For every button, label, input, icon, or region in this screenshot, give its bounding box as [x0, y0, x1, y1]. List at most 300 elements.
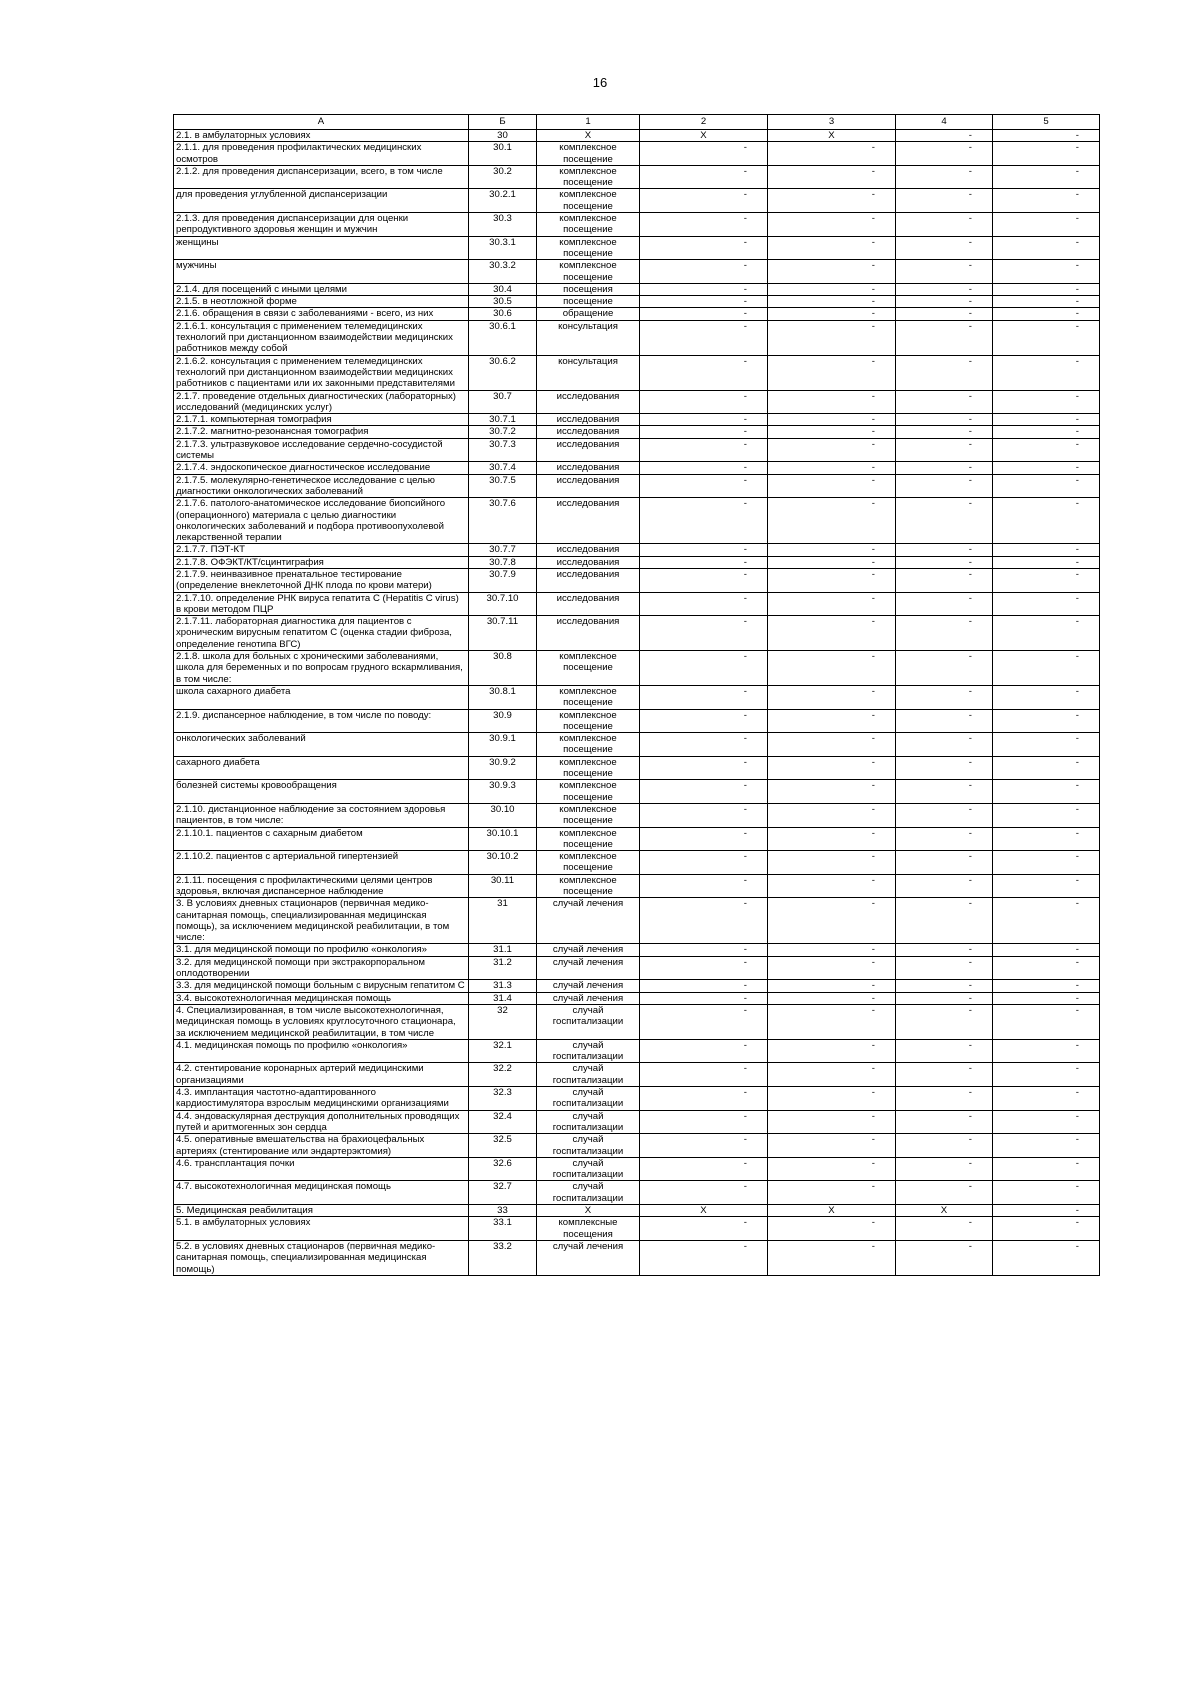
cell-code: 30.7.8 — [469, 556, 537, 568]
cell-name: онкологических заболеваний — [174, 733, 469, 757]
table-row — [174, 1110, 1100, 1134]
cell-col-5: - — [993, 130, 1100, 142]
cell-col-3: - — [768, 556, 896, 568]
cell-col-3: - — [768, 462, 896, 474]
cell-col-5: - — [993, 462, 1100, 474]
cell-col-4: - — [896, 544, 993, 556]
cell-code: 32.4 — [469, 1110, 537, 1134]
cell-col-4: - — [896, 283, 993, 295]
cell-unit: комплексное посещение — [537, 142, 640, 166]
table-body — [174, 130, 1100, 1276]
cell-col-4: - — [896, 213, 993, 237]
cell-col-3: - — [768, 944, 896, 956]
cell-col-5: - — [993, 165, 1100, 189]
table-row — [174, 308, 1100, 320]
cell-col-5: - — [993, 944, 1100, 956]
cell-code: 30.5 — [469, 296, 537, 308]
data-table — [173, 114, 1100, 1276]
cell-col-3: - — [768, 474, 896, 498]
cell-col-5: - — [993, 709, 1100, 733]
table-row — [174, 1004, 1100, 1039]
cell-unit: случай госпитализации — [537, 1087, 640, 1111]
cell-col-3: - — [768, 320, 896, 355]
cell-col-5: - — [993, 651, 1100, 686]
cell-col-4: - — [896, 709, 993, 733]
cell-col-4: - — [896, 616, 993, 651]
cell-unit: исследования — [537, 592, 640, 616]
table-row — [174, 616, 1100, 651]
cell-col-4: - — [896, 390, 993, 414]
cell-name: 3.2. для медицинской помощи при экстракорпоральном оплодотворении — [174, 956, 469, 980]
cell-name: 2.1.7.2. магнитно-резонансная томография — [174, 426, 469, 438]
cell-unit: консультация — [537, 320, 640, 355]
cell-col-5: - — [993, 213, 1100, 237]
cell-col-4: - — [896, 1110, 993, 1134]
cell-col-2: - — [640, 851, 768, 875]
cell-unit: исследования — [537, 426, 640, 438]
cell-col-3: - — [768, 1240, 896, 1275]
cell-col-5: - — [993, 992, 1100, 1004]
cell-col-2: - — [640, 956, 768, 980]
cell-code: 30.7.10 — [469, 592, 537, 616]
cell-col-4: - — [896, 1157, 993, 1181]
cell-col-3: - — [768, 260, 896, 284]
cell-unit: исследования — [537, 414, 640, 426]
cell-col-2: - — [640, 283, 768, 295]
cell-col-4: - — [896, 130, 993, 142]
cell-name: 2.1.7.11. лабораторная диагностика для пациентов с хроническим вирусным гепатитом С (оценка стадии фиброза, определение генотипа ВГС) — [174, 616, 469, 651]
cell-code: 32.6 — [469, 1157, 537, 1181]
cell-name: 2.1.4. для посещений с иными целями — [174, 283, 469, 295]
cell-col-2: - — [640, 992, 768, 1004]
cell-col-4: - — [896, 780, 993, 804]
header-col-5: 5 — [993, 115, 1100, 130]
cell-unit: комплексное посещение — [537, 827, 640, 851]
table-row — [174, 780, 1100, 804]
cell-code: 33.1 — [469, 1217, 537, 1241]
cell-col-4: - — [896, 1087, 993, 1111]
cell-col-5: - — [993, 956, 1100, 980]
cell-code: 30.7.6 — [469, 498, 537, 544]
cell-col-5: - — [993, 390, 1100, 414]
cell-name: 3.3. для медицинской помощи больным с вирусным гепатитом С — [174, 980, 469, 992]
cell-name: 2.1.7. проведение отдельных диагностических (лабораторных) исследований (медицинских услуг) — [174, 390, 469, 414]
cell-col-4: - — [896, 1134, 993, 1158]
cell-col-2: - — [640, 438, 768, 462]
cell-unit: исследования — [537, 474, 640, 498]
cell-col-2: - — [640, 780, 768, 804]
cell-col-5: - — [993, 1004, 1100, 1039]
cell-col-4: - — [896, 756, 993, 780]
cell-col-5: - — [993, 1181, 1100, 1205]
cell-col-4: - — [896, 236, 993, 260]
cell-name: 2.1.7.9. неинвазивное пренатальное тестирование (определение внеклеточной ДНК плода по крови матери) — [174, 568, 469, 592]
cell-name: 4.1. медицинская помощь по профилю «онкология» — [174, 1039, 469, 1063]
cell-col-4: - — [896, 165, 993, 189]
cell-code: 30.7.9 — [469, 568, 537, 592]
table-row — [174, 236, 1100, 260]
cell-col-3: X — [768, 1205, 896, 1217]
cell-name: 2.1.6.1. консультация с применением телемедицинских технологий при дистанционном взаимодействии медицинских работников между собой — [174, 320, 469, 355]
cell-col-4: - — [896, 462, 993, 474]
cell-name: 2.1.6. обращения в связи с заболеваниями - всего, из них — [174, 308, 469, 320]
cell-col-2: - — [640, 474, 768, 498]
cell-code: 30.6.1 — [469, 320, 537, 355]
cell-col-2: - — [640, 426, 768, 438]
cell-unit: случай госпитализации — [537, 1157, 640, 1181]
cell-col-2: - — [640, 733, 768, 757]
cell-name: 2.1.3. для проведения диспансеризации для оценки репродуктивного здоровья женщин и мужчин — [174, 213, 469, 237]
cell-col-4: - — [896, 1240, 993, 1275]
cell-col-4: - — [896, 944, 993, 956]
cell-unit: случай госпитализации — [537, 1039, 640, 1063]
cell-unit: X — [537, 130, 640, 142]
cell-col-2: - — [640, 1157, 768, 1181]
cell-col-5: - — [993, 414, 1100, 426]
table-row — [174, 651, 1100, 686]
cell-col-4: - — [896, 592, 993, 616]
cell-col-4: - — [896, 651, 993, 686]
cell-code: 31.2 — [469, 956, 537, 980]
cell-name: 2.1.10. дистанционное наблюдение за состоянием здоровья пациентов, в том числе: — [174, 803, 469, 827]
cell-unit: случай госпитализации — [537, 1110, 640, 1134]
cell-col-5: - — [993, 874, 1100, 898]
cell-col-2: - — [640, 568, 768, 592]
cell-name: 4.2. стентирование коронарных артерий медицинскими организациями — [174, 1063, 469, 1087]
cell-col-5: - — [993, 296, 1100, 308]
cell-col-2: - — [640, 1039, 768, 1063]
table-row — [174, 956, 1100, 980]
cell-code: 30.8.1 — [469, 685, 537, 709]
cell-code: 30.8 — [469, 651, 537, 686]
cell-col-5: - — [993, 568, 1100, 592]
cell-col-4: - — [896, 1039, 993, 1063]
cell-col-4: - — [896, 308, 993, 320]
header-col-1: 1 — [537, 115, 640, 130]
cell-col-3: - — [768, 390, 896, 414]
table-row — [174, 296, 1100, 308]
cell-col-3: - — [768, 1217, 896, 1241]
table-row — [174, 709, 1100, 733]
cell-col-5: - — [993, 1039, 1100, 1063]
cell-col-5: - — [993, 1110, 1100, 1134]
cell-code: 30.1 — [469, 142, 537, 166]
cell-unit: комплексное посещение — [537, 874, 640, 898]
table-row — [174, 568, 1100, 592]
cell-col-3: - — [768, 544, 896, 556]
cell-col-3: - — [768, 189, 896, 213]
cell-col-2: - — [640, 355, 768, 390]
table-row — [174, 1134, 1100, 1158]
table-row — [174, 130, 1100, 142]
cell-col-2: - — [640, 260, 768, 284]
cell-col-2: - — [640, 827, 768, 851]
cell-col-4: - — [896, 733, 993, 757]
cell-unit: посещения — [537, 283, 640, 295]
cell-col-2: - — [640, 616, 768, 651]
cell-name: мужчины — [174, 260, 469, 284]
cell-code: 30.10.1 — [469, 827, 537, 851]
cell-name: 5. Медицинская реабилитация — [174, 1205, 469, 1217]
cell-col-3: - — [768, 980, 896, 992]
cell-col-2: - — [640, 1134, 768, 1158]
cell-code: 31.4 — [469, 992, 537, 1004]
table-row — [174, 1157, 1100, 1181]
cell-unit: случай госпитализации — [537, 1004, 640, 1039]
cell-code: 33 — [469, 1205, 537, 1217]
cell-col-3: - — [768, 142, 896, 166]
cell-col-3: - — [768, 827, 896, 851]
header-col-4: 4 — [896, 115, 993, 130]
cell-code: 30.7.1 — [469, 414, 537, 426]
cell-name: 2.1.7.6. патолого-анатомическое исследование биопсийного (операционного) материала с целью диагностики онкологических заболеваний и подбора противоопухолевой лекарственной терапии — [174, 498, 469, 544]
cell-col-5: - — [993, 438, 1100, 462]
cell-code: 30 — [469, 130, 537, 142]
table-row — [174, 874, 1100, 898]
cell-code: 30.7 — [469, 390, 537, 414]
cell-unit: исследования — [537, 498, 640, 544]
cell-col-3: - — [768, 213, 896, 237]
cell-col-3: - — [768, 1004, 896, 1039]
cell-col-3: - — [768, 780, 896, 804]
table-row — [174, 213, 1100, 237]
cell-unit: X — [537, 1205, 640, 1217]
page-number: 16 — [592, 75, 608, 90]
table-row — [174, 685, 1100, 709]
cell-col-3: - — [768, 426, 896, 438]
cell-name: 5.1. в амбулаторных условиях — [174, 1217, 469, 1241]
cell-col-5: - — [993, 980, 1100, 992]
cell-col-4: - — [896, 355, 993, 390]
table-row — [174, 992, 1100, 1004]
table-row — [174, 1181, 1100, 1205]
cell-col-5: - — [993, 1087, 1100, 1111]
cell-col-5: - — [993, 1240, 1100, 1275]
cell-col-2: - — [640, 1110, 768, 1134]
cell-col-2: - — [640, 1063, 768, 1087]
table-row — [174, 756, 1100, 780]
table-row — [174, 320, 1100, 355]
cell-col-5: - — [993, 474, 1100, 498]
cell-col-2: - — [640, 685, 768, 709]
cell-name: сахарного диабета — [174, 756, 469, 780]
cell-col-3: - — [768, 874, 896, 898]
cell-unit: комплексное посещение — [537, 709, 640, 733]
cell-col-3: - — [768, 1181, 896, 1205]
cell-col-4: - — [896, 1063, 993, 1087]
cell-code: 30.7.5 — [469, 474, 537, 498]
cell-unit: комплексные посещения — [537, 1217, 640, 1241]
table-row — [174, 592, 1100, 616]
cell-col-4: - — [896, 556, 993, 568]
table-row — [174, 474, 1100, 498]
header-row — [174, 115, 1100, 130]
table-row — [174, 803, 1100, 827]
table-row — [174, 189, 1100, 213]
cell-col-3: - — [768, 756, 896, 780]
cell-unit: комплексное посещение — [537, 260, 640, 284]
cell-col-3: - — [768, 438, 896, 462]
cell-col-5: - — [993, 556, 1100, 568]
cell-col-5: - — [993, 142, 1100, 166]
cell-name: школа сахарного диабета — [174, 685, 469, 709]
cell-name: для проведения углубленной диспансеризации — [174, 189, 469, 213]
cell-name: 2.1.7.5. молекулярно-генетическое исследование с целью диагностики онкологических заболеваний — [174, 474, 469, 498]
cell-name: 2.1.7.4. эндоскопическое диагностическое исследование — [174, 462, 469, 474]
cell-col-4: - — [896, 685, 993, 709]
cell-col-5: - — [993, 189, 1100, 213]
cell-col-5: - — [993, 827, 1100, 851]
cell-col-2: - — [640, 709, 768, 733]
cell-code: 30.7.4 — [469, 462, 537, 474]
cell-name: 2.1.7.10. определение РНК вируса гепатита С (Hepatitis C virus) в крови методом ПЦР — [174, 592, 469, 616]
cell-col-2: - — [640, 462, 768, 474]
cell-col-3: - — [768, 1134, 896, 1158]
cell-col-2: - — [640, 142, 768, 166]
cell-col-4: - — [896, 474, 993, 498]
cell-col-3: - — [768, 1087, 896, 1111]
cell-col-3: - — [768, 616, 896, 651]
table-row — [174, 851, 1100, 875]
cell-col-4: - — [896, 827, 993, 851]
cell-col-4: - — [896, 142, 993, 166]
table-row — [174, 426, 1100, 438]
cell-unit: комплексное посещение — [537, 851, 640, 875]
cell-unit: исследования — [537, 544, 640, 556]
table-row — [174, 1087, 1100, 1111]
cell-col-5: - — [993, 1217, 1100, 1241]
cell-code: 30.2 — [469, 165, 537, 189]
cell-col-4: - — [896, 874, 993, 898]
cell-col-2: - — [640, 803, 768, 827]
cell-col-4: - — [896, 803, 993, 827]
cell-unit: случай госпитализации — [537, 1063, 640, 1087]
table-row — [174, 1217, 1100, 1241]
cell-col-3: - — [768, 803, 896, 827]
cell-col-2: - — [640, 1240, 768, 1275]
cell-col-5: - — [993, 616, 1100, 651]
cell-unit: обращение — [537, 308, 640, 320]
cell-unit: комплексное посещение — [537, 236, 640, 260]
cell-name: 3. В условиях дневных стационаров (первичная медико-санитарная помощь, специализированная медицинская помощь), за исключением медицинской реабилитации, в том числе: — [174, 898, 469, 944]
cell-col-3: - — [768, 592, 896, 616]
cell-col-2: - — [640, 592, 768, 616]
cell-col-3: - — [768, 956, 896, 980]
cell-name: 3.1. для медицинской помощи по профилю «онкология» — [174, 944, 469, 956]
table-row — [174, 260, 1100, 284]
cell-code: 33.2 — [469, 1240, 537, 1275]
cell-col-5: - — [993, 320, 1100, 355]
cell-col-2: - — [640, 544, 768, 556]
cell-col-2: - — [640, 498, 768, 544]
cell-unit: случай лечения — [537, 980, 640, 992]
cell-col-2: - — [640, 414, 768, 426]
table-row — [174, 462, 1100, 474]
cell-unit: комплексное посещение — [537, 803, 640, 827]
cell-col-2: - — [640, 556, 768, 568]
cell-col-3: - — [768, 1039, 896, 1063]
cell-col-4: - — [896, 498, 993, 544]
cell-col-3: - — [768, 236, 896, 260]
cell-unit: комплексное посещение — [537, 756, 640, 780]
cell-col-5: - — [993, 1063, 1100, 1087]
table-row — [174, 283, 1100, 295]
cell-code: 30.9.3 — [469, 780, 537, 804]
cell-unit: посещение — [537, 296, 640, 308]
cell-col-4: - — [896, 1217, 993, 1241]
cell-col-3: - — [768, 685, 896, 709]
cell-col-4: - — [896, 1004, 993, 1039]
cell-name: 2.1.7.3. ультразвуковое исследование сердечно-сосудистой системы — [174, 438, 469, 462]
cell-col-2: - — [640, 1181, 768, 1205]
cell-name: 4.7. высокотехнологичная медицинская помощь — [174, 1181, 469, 1205]
cell-col-5: - — [993, 1134, 1100, 1158]
cell-col-2: - — [640, 165, 768, 189]
cell-col-3: - — [768, 733, 896, 757]
cell-col-2: X — [640, 130, 768, 142]
cell-col-3: - — [768, 165, 896, 189]
cell-col-3: - — [768, 568, 896, 592]
cell-col-4: - — [896, 851, 993, 875]
cell-col-5: - — [993, 1157, 1100, 1181]
cell-unit: исследования — [537, 556, 640, 568]
cell-code: 30.7.11 — [469, 616, 537, 651]
cell-col-3: - — [768, 992, 896, 1004]
cell-unit: случай госпитализации — [537, 1134, 640, 1158]
table-row — [174, 1039, 1100, 1063]
cell-col-3: - — [768, 283, 896, 295]
cell-name: 2.1.8. школа для больных с хроническими заболеваниями, школа для беременных и по вопросам грудного вскармливания, в том числе: — [174, 651, 469, 686]
cell-col-3: - — [768, 1110, 896, 1134]
cell-col-2: - — [640, 320, 768, 355]
cell-unit: комплексное посещение — [537, 685, 640, 709]
cell-name: 2.1.7.8. ОФЭКТ/КТ/сцинтиграфия — [174, 556, 469, 568]
cell-col-2: - — [640, 1004, 768, 1039]
table-row — [174, 165, 1100, 189]
cell-code: 30.6.2 — [469, 355, 537, 390]
cell-col-5: - — [993, 260, 1100, 284]
cell-col-2: - — [640, 213, 768, 237]
cell-code: 32.2 — [469, 1063, 537, 1087]
cell-name: 4.4. эндоваскулярная деструкция дополнительных проводящих путей и аритмогенных зон сердца — [174, 1110, 469, 1134]
cell-col-2: - — [640, 390, 768, 414]
cell-unit: исследования — [537, 568, 640, 592]
cell-code: 32.7 — [469, 1181, 537, 1205]
cell-col-2: - — [640, 651, 768, 686]
cell-col-4: - — [896, 426, 993, 438]
cell-col-2: - — [640, 236, 768, 260]
cell-name: 4.5. оперативные вмешательства на брахиоцефальных артериях (стентирование или эндартерэктомия) — [174, 1134, 469, 1158]
cell-name: 2.1.5. в неотложной форме — [174, 296, 469, 308]
cell-col-5: - — [993, 355, 1100, 390]
cell-unit: исследования — [537, 462, 640, 474]
cell-col-2: - — [640, 308, 768, 320]
cell-code: 30.3 — [469, 213, 537, 237]
cell-col-4: X — [896, 1205, 993, 1217]
cell-col-2: - — [640, 898, 768, 944]
cell-col-4: - — [896, 414, 993, 426]
cell-col-4: - — [896, 992, 993, 1004]
cell-code: 30.4 — [469, 283, 537, 295]
cell-code: 31.1 — [469, 944, 537, 956]
cell-col-4: - — [896, 568, 993, 592]
table-row — [174, 898, 1100, 944]
cell-col-4: - — [896, 260, 993, 284]
cell-col-4: - — [896, 189, 993, 213]
table-row — [174, 390, 1100, 414]
cell-col-2: - — [640, 980, 768, 992]
cell-col-5: - — [993, 733, 1100, 757]
